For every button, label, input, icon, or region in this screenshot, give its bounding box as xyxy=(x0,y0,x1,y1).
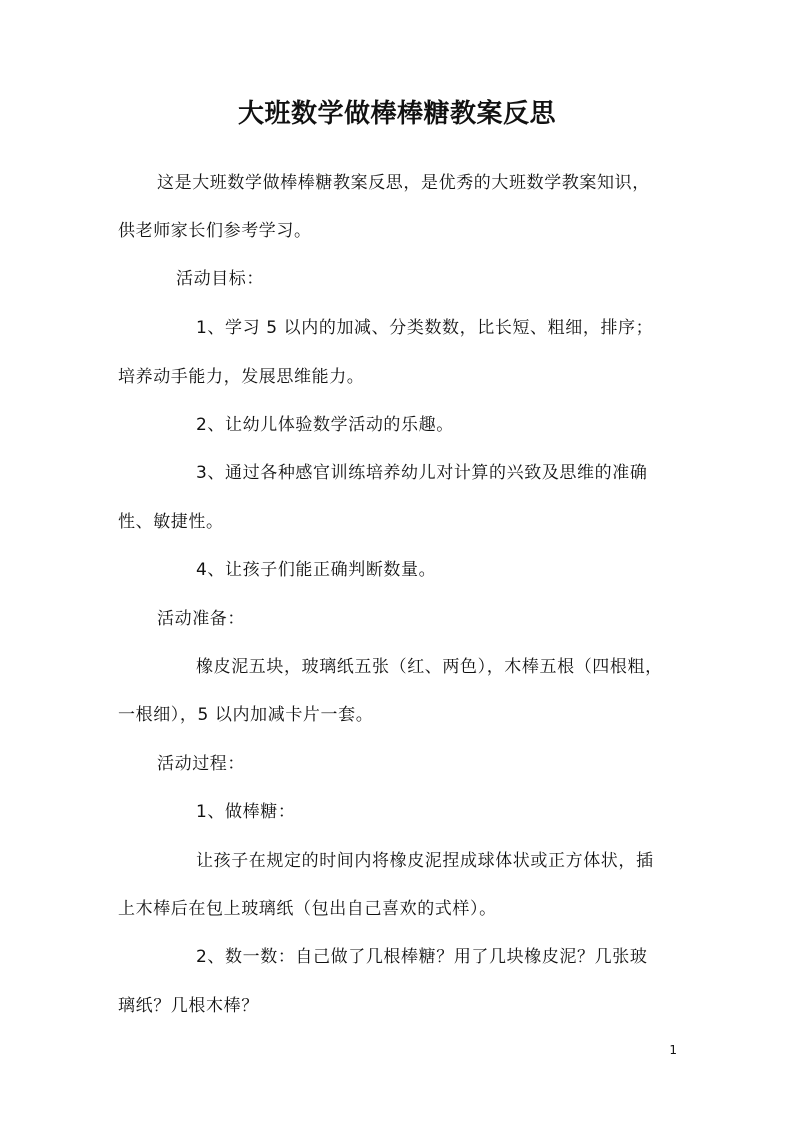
body-line: 性、敏捷性。 xyxy=(118,512,224,532)
body-line: 3、通过各种感官训练培养幼儿对计算的兴致及思维的准确 xyxy=(196,463,648,483)
document-title: 大班数学做棒棒糖教案反思 xyxy=(237,99,556,129)
section-heading: 活动准备： xyxy=(157,609,245,629)
body-line: 2、数一数：自己做了几根棒糖？用了几块橡皮泥？几张玻 xyxy=(196,947,648,967)
body-line: 培养动手能力，发展思维能力。 xyxy=(118,367,365,387)
section-heading: 活动目标： xyxy=(176,269,264,289)
body-line: 橡皮泥五块，玻璃纸五张（红、两色），木棒五根（四根粗， xyxy=(196,657,663,677)
body-line: 让孩子在规定的时间内将橡皮泥捏成球体状或正方体状，插 xyxy=(196,851,654,871)
body-line: 1、学习 5 以内的加减、分类数数，比长短、粗细，排序； xyxy=(196,318,654,338)
body-line: 璃纸？几根木棒？ xyxy=(118,996,259,1016)
page-number: 1 xyxy=(669,1043,677,1057)
body-line: 2、让幼儿体验数学活动的乐趣。 xyxy=(196,415,454,435)
body-line: 供老师家长们参考学习。 xyxy=(118,221,312,241)
body-line: 这是大班数学做棒棒糖教案反思，是优秀的大班数学教案知识， xyxy=(157,173,650,193)
body-line: 上木棒后在包上玻璃纸（包出自己喜欢的式样）。 xyxy=(118,899,497,919)
body-line: 一根细），5 以内加减卡片一套。 xyxy=(118,705,374,725)
body-line: 4、让孩子们能正确判断数量。 xyxy=(196,560,437,580)
body-line: 1、做棒糖： xyxy=(196,802,296,822)
section-heading: 活动过程： xyxy=(157,754,245,774)
